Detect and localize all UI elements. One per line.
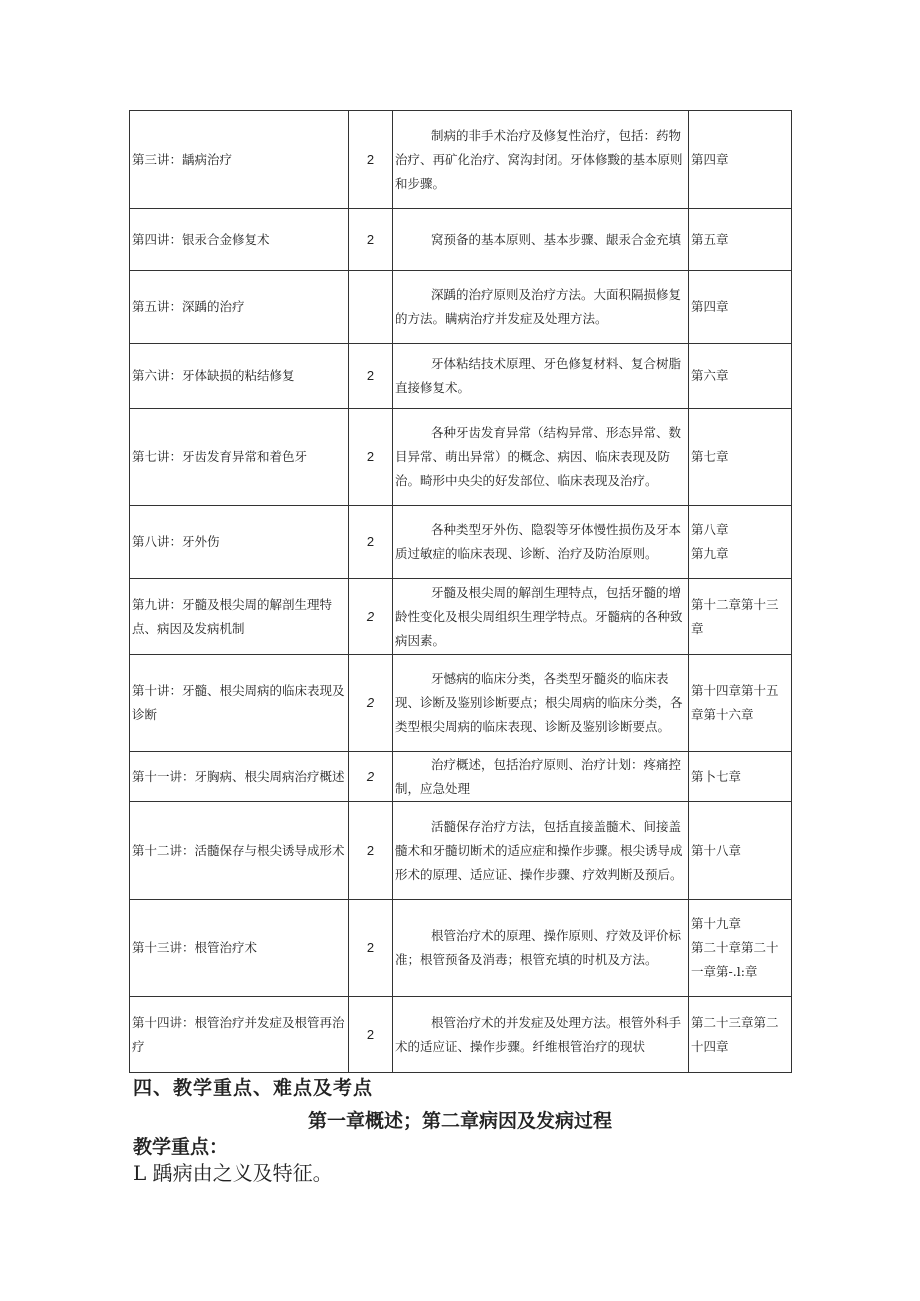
table-row (130, 506, 792, 579)
key-points-label: 教学重点： (133, 1136, 229, 1158)
hours-cell: 2 (349, 209, 393, 271)
chapter-cell: 第十二章第十三章 (689, 579, 792, 655)
hours-cell: 2 (349, 752, 393, 802)
hours-cell: 2 (349, 997, 393, 1073)
table-row (130, 900, 792, 997)
first-point: L 踽病由之义及特征。 (133, 1161, 333, 1185)
hours-cell (349, 271, 393, 344)
table-row (130, 209, 792, 271)
hours-cell: 2 (349, 579, 393, 655)
lecture-cell: 第八讲：牙外伤 (130, 506, 349, 579)
lecture-cell: 第十一讲：牙胸病、根尖周病治疗概述 (130, 752, 349, 802)
content-cell: 牙髓及根尖周的解剖生理特点，包括牙髓的增龄性变化及根尖周组织生理学特点。牙髓病的各种致病因素。 (393, 579, 689, 655)
table-row (130, 752, 792, 802)
table-row (130, 655, 792, 752)
chapter-cell: 第四章 (689, 111, 792, 209)
section-title: 四、教学重点、难点及考点 (133, 1077, 374, 1099)
content-cell: 根管治疗术的并发症及处理方法。根管外科手术的适应证、操作步骤。纤维根管治疗的现状 (393, 997, 689, 1073)
table-row (130, 271, 792, 344)
table-row (130, 344, 792, 409)
lecture-cell: 第十三讲：根管治疗术 (130, 900, 349, 997)
table-row (130, 111, 792, 209)
chapter-cell: 第十四章第十五章第十六章 (689, 655, 792, 752)
lecture-cell: 第七讲：牙齿发育异常和着色牙 (130, 409, 349, 506)
table-row (130, 579, 792, 655)
lecture-cell: 第六讲：牙体缺损的粘结修复 (130, 344, 349, 409)
content-cell: 窝预备的基本原则、基本步骤、龈汞合金充填 (393, 209, 689, 271)
hours-cell: 2 (349, 506, 393, 579)
hours-cell: 2 (349, 111, 393, 209)
hours-cell: 2 (349, 900, 393, 997)
content-cell: 深踽的治疗原则及治疗方法。大面积隔损修复的方法。瞒病治疗并发症及处理方法。 (393, 271, 689, 344)
lecture-cell: 第十讲：牙髓、根尖周病的临床表现及诊断 (130, 655, 349, 752)
table-row (130, 802, 792, 900)
lecture-cell: 第九讲：牙髓及根尖周的解剖生理特点、病因及发病机制 (130, 579, 349, 655)
lecture-cell: 第四讲：银汞合金修复术 (130, 209, 349, 271)
chapter-cell: 第八章 第九章 (689, 506, 792, 579)
content-cell: 牙体粘结技术原理、牙色修复材料、复合树脂直接修复术。 (393, 344, 689, 409)
content-cell: 牙憾病的临床分类，各类型牙髓炎的临床表现、诊断及鉴别诊断要点；根尖周病的临床分类，各类型根尖周病的临床表现、诊断及鉴别诊断要点。 (393, 655, 689, 752)
table-row (130, 409, 792, 506)
hours-cell: 2 (349, 409, 393, 506)
chapter-cell: 第六章 (689, 344, 792, 409)
chapter-cell: 第卜七章 (689, 752, 792, 802)
chapter-cell: 第二十三章第二十四章 (689, 997, 792, 1073)
hours-cell: 2 (349, 655, 393, 752)
content-cell: 治疗概述，包括治疗原则、治疗计划：疼痛控制，应急处理 (393, 752, 689, 802)
lecture-cell: 第十四讲：根管治疗并发症及根管再治疗 (130, 997, 349, 1073)
content-cell: 根管治疗术的原理、操作原则、疗效及评价标准；根管预备及消毒；根管充填的时机及方法。 (393, 900, 689, 997)
lecture-cell: 第三讲：龋病治疗 (130, 111, 349, 209)
chapter-heading: 第一章概述；第二章病因及发病过程 (307, 1110, 612, 1132)
content-cell: 制病的非手术治疗及修复性治疗，包括：药物治疗、再矿化治疗、窝沟封闭。牙体修黢的基本原则和步骤。 (393, 111, 689, 209)
lecture-cell: 第十二讲：活髓保存与根尖诱导成形术 (130, 802, 349, 900)
hours-cell: 2 (349, 344, 393, 409)
chapter-cell: 第七章 (689, 409, 792, 506)
chapter-cell: 第五章 (689, 209, 792, 271)
lecture-cell: 第五讲：深踽的治疗 (130, 271, 349, 344)
hours-cell: 2 (349, 802, 393, 900)
syllabus-table (129, 110, 792, 1073)
chapter-cell: 第四章 (689, 271, 792, 344)
content-cell: 各种类型牙外伤、隐裂等牙体慢性损伤及牙本质过敏症的临床表现、诊断、治疗及防治原则。 (393, 506, 689, 579)
table-row (130, 997, 792, 1073)
chapter-cell: 第十九章 第二十章第二十一章第-.l:章 (689, 900, 792, 997)
content-cell: 各种牙齿发育异常（结构异常、形态异常、数目异常、萌出异常）的概念、病因、临床表现及防治。畸形中央尖的好发部位、临床表现及治疗。 (393, 409, 689, 506)
content-cell: 活髓保存治疗方法，包括直接盖髓术、间接盖髓术和牙髓切断术的适应症和操作步骤。根尖诱导成形术的原理、适应证、操作步骤、疗效判断及预后。 (393, 802, 689, 900)
chapter-cell: 第十八章 (689, 802, 792, 900)
